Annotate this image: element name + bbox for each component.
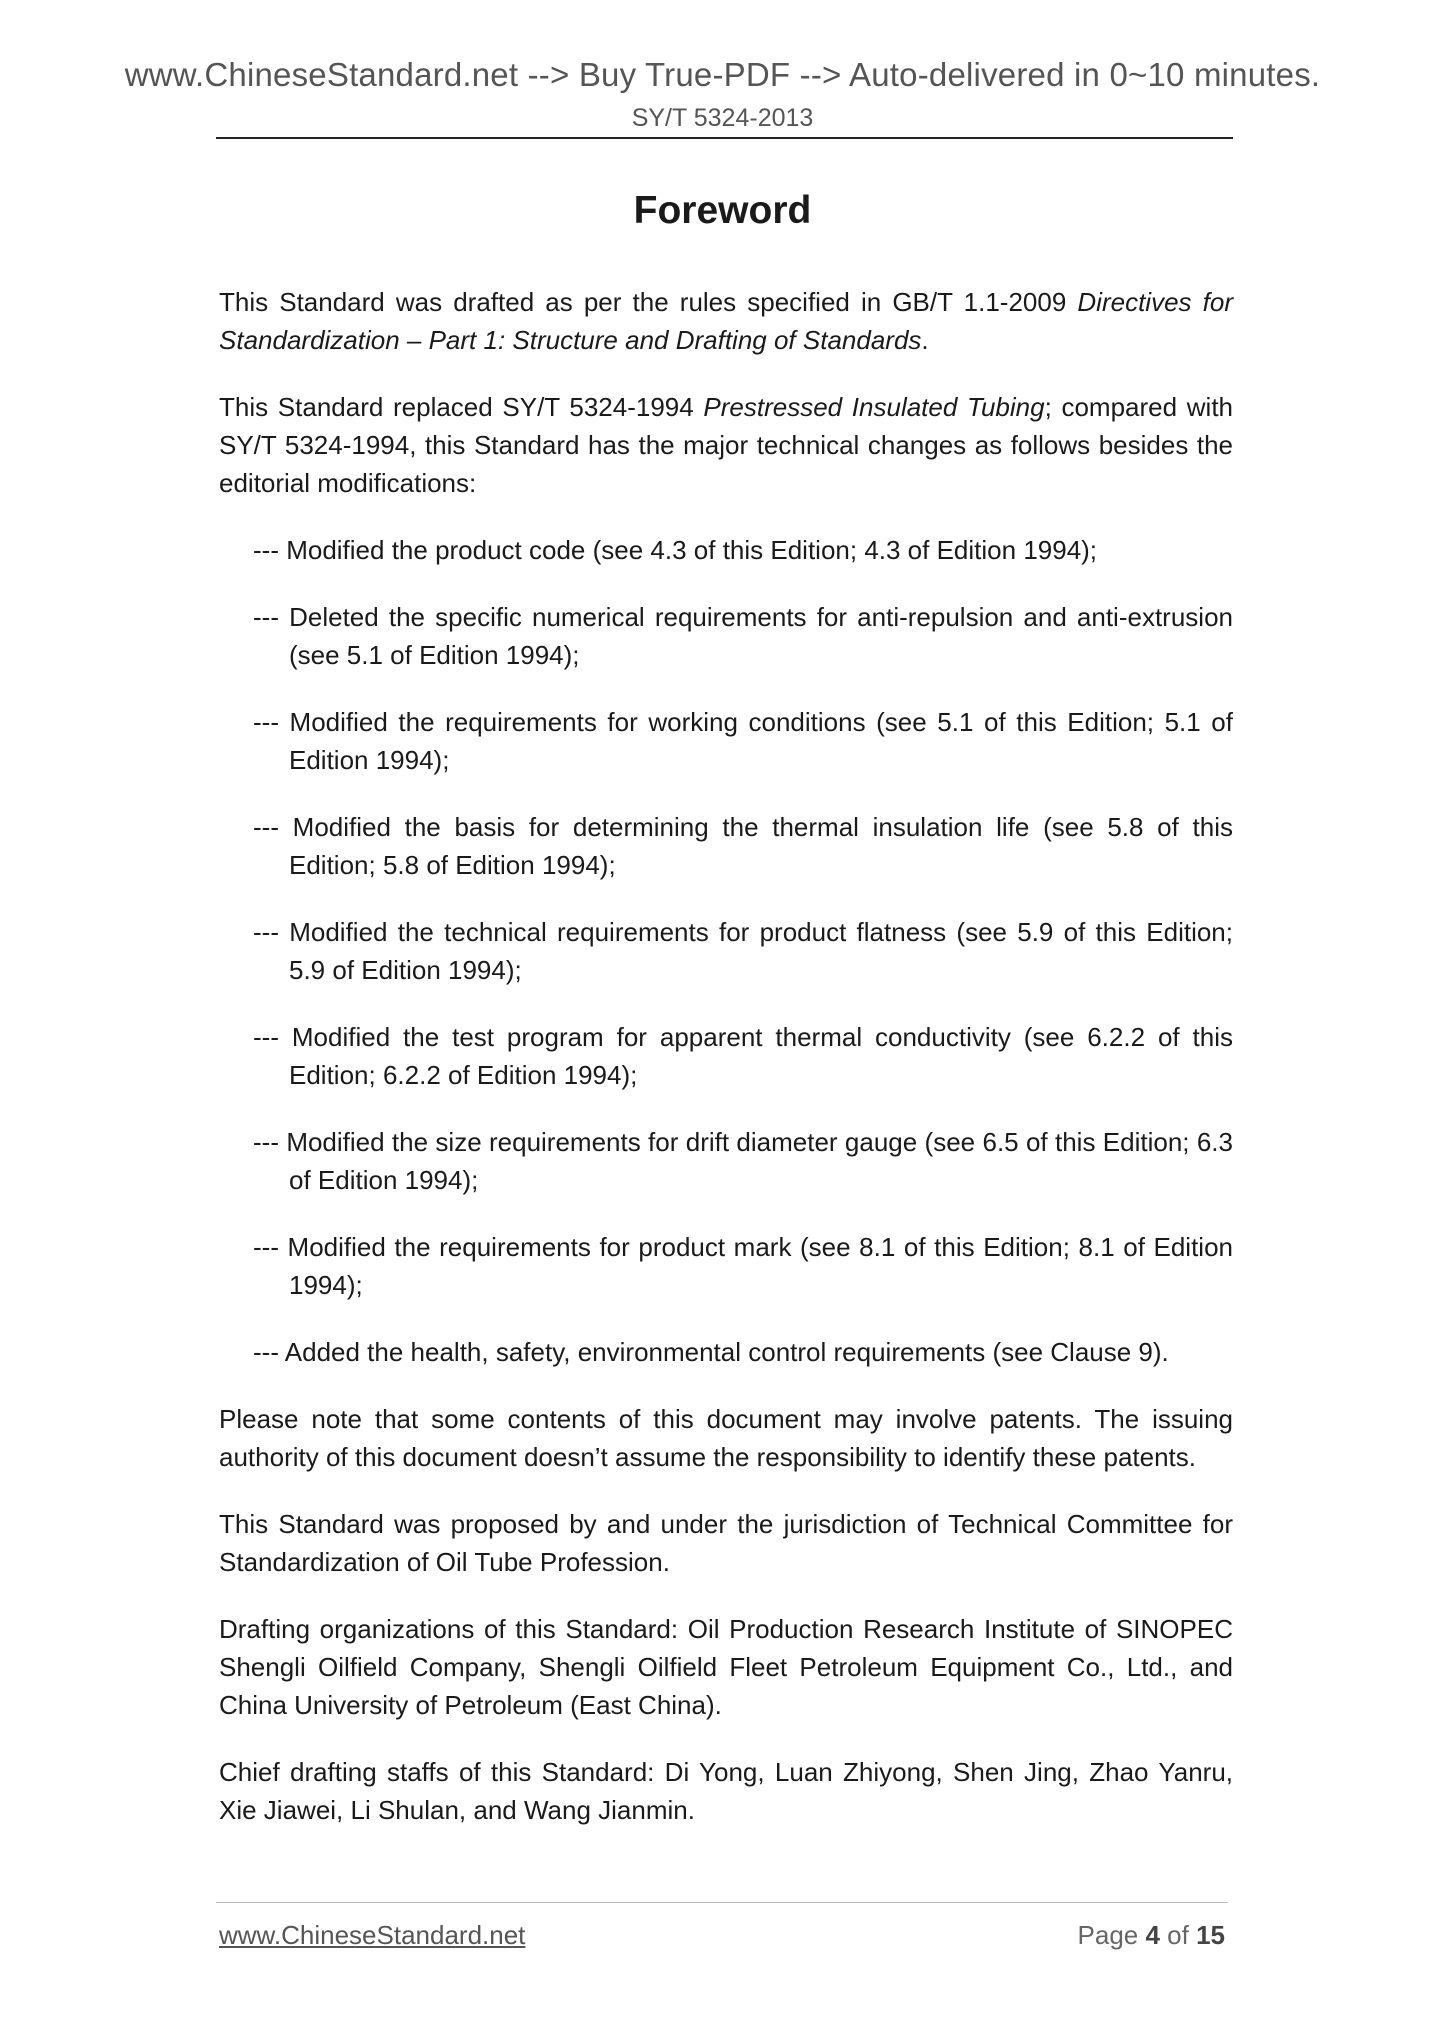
- header-divider: [216, 137, 1233, 139]
- header-banner: www.ChineseStandard.net --> Buy True-PDF --> Auto-delivered in 0~10 minutes.: [124, 56, 1321, 93]
- change-item: --- Deleted the specific numerical requirements for anti-repulsion and anti-extrusion (see 5.1 of Edition 1994);: [253, 602, 1233, 670]
- change-item: --- Modified the requirements for product mark (see 8.1 of this Edition; 8.1 of Edition 1994);: [253, 1232, 1233, 1300]
- page-title: Foreword: [633, 189, 812, 232]
- referenced-standard-title: Directives for Standardization – Part 1: Structure and Drafting of Standards: [219, 287, 1233, 355]
- change-item: --- Modified the product code (see 4.3 of this Edition; 4.3 of Edition 1994);: [253, 535, 1098, 565]
- intro-text: This Standard was drafted as per the rules specified in GB/T 1.1-2009: [219, 287, 1078, 317]
- page-number: [1078, 1920, 1225, 1951]
- intro-text: ; compared with SY/T 5324-1994, this Standard has the major technical changes as follows besides the editorial modifications:: [219, 392, 1234, 498]
- intro-text: This Standard replaced SY/T 5324-1994: [219, 392, 704, 422]
- current-page: 4: [1145, 1920, 1160, 1950]
- page-prefix: Page: [1077, 1920, 1146, 1950]
- drafting-staff: Chief drafting staffs of this Standard: Di Yong, Luan Zhiyong, Shen Jing, Zhao Yanru, Xie Jiawei, Li Shulan, and Wang Jianmin.: [219, 1757, 1233, 1825]
- intro-paragraph-2: [219, 388, 1233, 502]
- footer-website-link[interactable]: www.ChineseStandard.net: [219, 1920, 526, 1950]
- change-item: --- Modified the basis for determining the thermal insulation life (see 5.8 of this Edition; 5.8 of Edition 1994);: [253, 812, 1233, 880]
- intro-paragraph-1: [219, 283, 1233, 359]
- change-item: --- Modified the technical requirements for product flatness (see 5.9 of this Edition; 5.9 of Edition 1994);: [253, 917, 1233, 985]
- intro-text: .: [921, 325, 929, 355]
- patent-notice: Please note that some contents of this document may involve patents. The issuing authority of this document doesn’t assume the responsibility to identify these patents.: [219, 1404, 1233, 1472]
- total-pages: 15: [1196, 1920, 1225, 1950]
- document-body: [219, 283, 1233, 1858]
- change-item: --- Modified the requirements for working conditions (see 5.1 of this Edition; 5.1 of Edition 1994);: [253, 707, 1233, 775]
- change-item: --- Modified the size requirements for drift diameter gauge (see 6.5 of this Edition; 6.3 of Edition 1994);: [253, 1127, 1233, 1195]
- change-item: --- Modified the test program for apparent thermal conductivity (see 6.2.2 of this Edition; 6.2.2 of Edition 1994);: [253, 1022, 1233, 1090]
- change-item: --- Added the health, safety, environmental control requirements (see Clause 9).: [253, 1337, 1169, 1367]
- drafting-organizations: Drafting organizations of this Standard: Oil Production Research Institute of SINOPEC Shengli Oilfield Company, Shengli Oilfield Fleet Petroleum Equipment Co., Ltd., and China University of Petroleum (East China).: [219, 1614, 1233, 1720]
- standard-code: SY/T 5324-2013: [631, 104, 814, 132]
- footer-divider: [216, 1902, 1228, 1903]
- proposer-paragraph: This Standard was proposed by and under the jurisdiction of Technical Committee for Standardization of Oil Tube Profession.: [219, 1509, 1233, 1577]
- page-separator: of: [1159, 1920, 1197, 1950]
- replaced-standard-title: Prestressed Insulated Tubing: [703, 392, 1045, 422]
